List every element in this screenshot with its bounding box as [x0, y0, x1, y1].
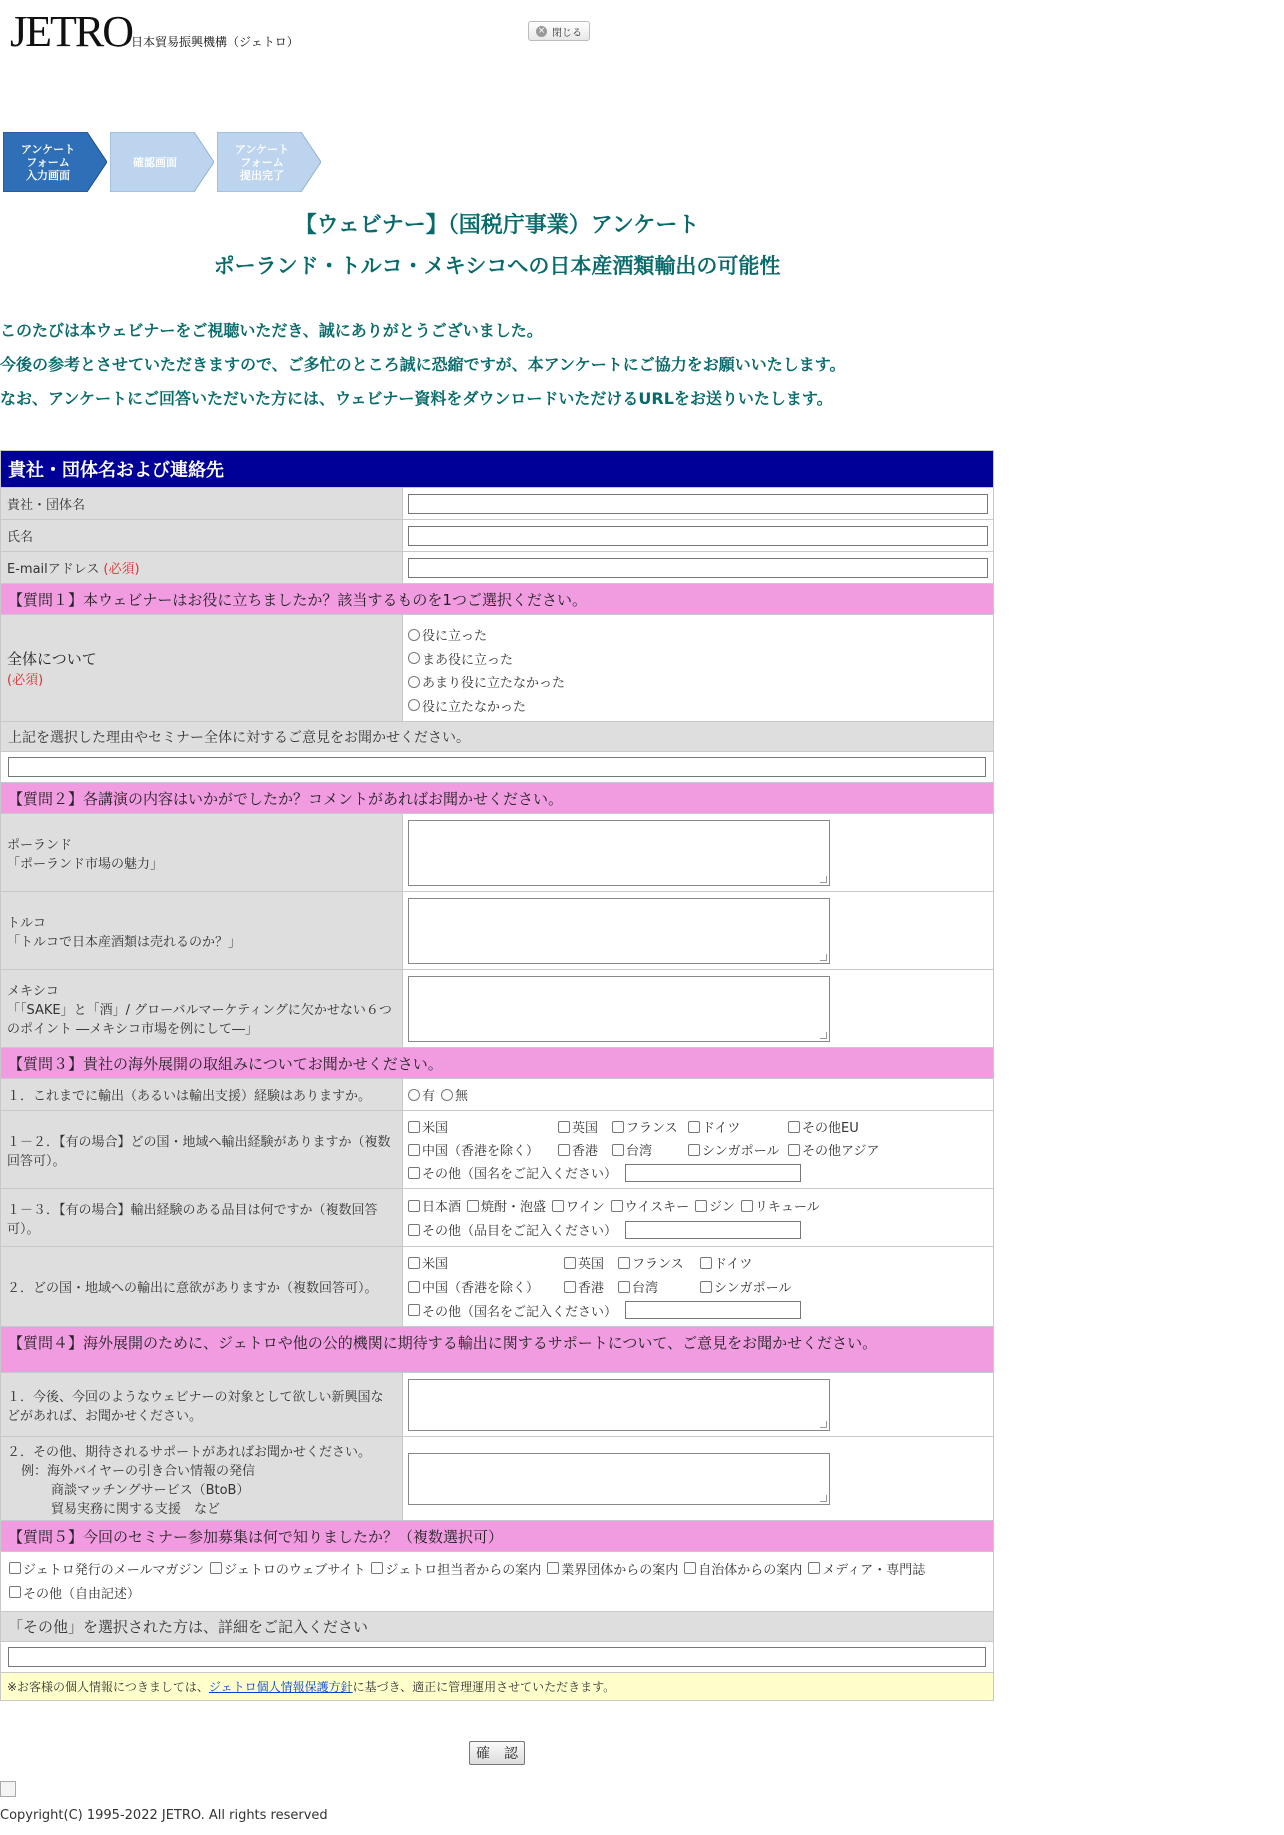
q3-1-row — [1, 1078, 993, 1110]
q1-row — [1, 614, 993, 721]
q2-row-mexico — [1, 969, 993, 1047]
q3-12-option[interactable]: 香港 — [558, 1140, 606, 1159]
q1-reason-input[interactable] — [8, 757, 986, 777]
radio-button[interactable] — [408, 676, 420, 688]
checkbox[interactable] — [408, 1167, 420, 1179]
q2-topic: 「ポーランド市場の魅力」 — [7, 856, 164, 872]
q2-topic: 「トルコで日本産酒類は売れるのか？」 — [7, 934, 242, 950]
q3-2-option-other[interactable]: その他（国名をご記入ください） — [408, 1301, 617, 1320]
checkbox[interactable] — [9, 1586, 21, 1598]
q5-option[interactable]: ジェトロのウェブサイト — [210, 1559, 365, 1578]
company-row — [1, 487, 993, 519]
q4-2-row — [1, 1436, 993, 1520]
q1-reason-label: 上記を選択した理由やセミナー全体に対するご意見をお聞かせください。 — [1, 721, 993, 751]
q4-heading: 【質問４】海外展開のために、ジェトロや他の公的機関に期待する輸出に関するサポートについて、ご意見をお聞かせください。 — [1, 1326, 993, 1372]
q1-label: 全体について — [7, 650, 97, 668]
q2-country: メキシコ — [7, 984, 59, 999]
q3-12-row — [1, 1110, 993, 1188]
q4-2-example: 例：海外バイヤーの引き合い情報の発信 — [21, 1463, 256, 1479]
privacy-policy-link[interactable]: ジェトロ個人情報保護方針 — [208, 1680, 353, 1694]
q3-2-option[interactable]: 香港 — [564, 1277, 612, 1296]
q3-12-other-input[interactable] — [625, 1164, 801, 1182]
page-subtitle: ポーランド・トルコ・メキシコへの日本産酒類輸出の可能性 — [213, 254, 781, 278]
checkbox[interactable] — [9, 1562, 21, 1574]
checkbox[interactable] — [611, 1200, 623, 1212]
q3-13-option[interactable]: 日本酒 — [408, 1196, 461, 1215]
checkbox[interactable] — [695, 1200, 707, 1212]
q2-country: ポーランド — [7, 837, 73, 853]
checkbox[interactable] — [408, 1224, 420, 1236]
checkbox[interactable] — [408, 1121, 420, 1133]
q4-2-example: 貿易実務に関する支援 など — [51, 1501, 221, 1517]
q3-13-row — [1, 1188, 993, 1246]
q4-2-example: 商談マッチングサービス（BtoB） — [51, 1482, 250, 1498]
poland-comment-textarea[interactable] — [408, 820, 830, 886]
q3-2-option[interactable]: ドイツ — [700, 1253, 752, 1272]
q3-2-option[interactable]: 米国 — [408, 1253, 558, 1272]
checkbox[interactable] — [408, 1304, 420, 1316]
checkbox[interactable] — [547, 1562, 559, 1574]
jetro-logo: JETRO — [10, 7, 132, 56]
checkbox[interactable] — [558, 1144, 570, 1156]
q3-1-option[interactable]: 有 — [408, 1085, 435, 1104]
q1-option[interactable]: まあ役に立った — [408, 647, 982, 671]
q3-13-option[interactable]: ワイン — [552, 1196, 605, 1215]
q3-2-option[interactable]: シンガポール — [700, 1277, 791, 1296]
radio-button[interactable] — [408, 652, 420, 664]
q5-option[interactable]: ジェトロ担当者からの案内 — [371, 1559, 541, 1578]
radio-button[interactable] — [408, 1089, 420, 1101]
q3-13-other-input[interactable] — [625, 1221, 801, 1239]
q3-12-label: １－２．【有の場合】どの国・地域へ輸出経験がありますか（複数回答可）。 — [1, 1111, 403, 1188]
q3-13-option[interactable]: ウイスキー — [611, 1196, 689, 1215]
checkbox[interactable] — [741, 1200, 753, 1212]
progress-steps — [3, 132, 323, 192]
required-mark: (必須) — [103, 562, 140, 577]
checkbox[interactable] — [558, 1121, 570, 1133]
intro-text: なお、アンケートにご回答いただいた方には、ウェビナー資料をダウンロードいただけるURLをお送りいたします。 — [0, 389, 833, 408]
q3-2-label: ２．どの国・地域への輸出に意欲がありますか（複数回答可）。 — [1, 1247, 403, 1326]
footer-image — [0, 1781, 16, 1797]
q3-12-option[interactable]: その他EU — [788, 1117, 859, 1136]
q3-2-option[interactable]: フランス — [618, 1253, 694, 1272]
checkbox[interactable] — [684, 1562, 696, 1574]
q1-option[interactable]: あまり役に立たなかった — [408, 670, 982, 694]
step-label: 確認画面 — [133, 155, 177, 169]
close-button[interactable] — [528, 21, 590, 41]
company-label: 貴社・団体名 — [1, 488, 403, 519]
q3-2-option[interactable]: 中国（香港を除く） — [408, 1277, 558, 1296]
q3-12-option[interactable]: 米国 — [408, 1117, 552, 1136]
q3-12-option[interactable]: 英国 — [558, 1117, 606, 1136]
q1-heading: 【質問１】本ウェビナーはお役に立ちましたか？該当するものを1つご選択ください。 — [1, 583, 993, 614]
email-label: E-mailアドレス — [7, 562, 100, 577]
q3-12-option-other[interactable]: その他（国名をご記入ください） — [408, 1163, 617, 1182]
q4-2-textarea[interactable] — [408, 1453, 830, 1505]
q3-13-option[interactable]: 焼酎・泡盛 — [467, 1196, 546, 1215]
checkbox[interactable] — [788, 1121, 800, 1133]
q4-2-label: ２．その他、期待されるサポートがあればお聞かせください。 — [7, 1444, 372, 1460]
checkbox[interactable] — [688, 1121, 700, 1133]
q4-1-textarea[interactable] — [408, 1379, 830, 1431]
survey-form — [0, 450, 994, 1701]
copyright: Copyright(C) 1995-2022 JETRO. All rights reserved — [0, 1808, 328, 1823]
step-label: アンケート フォーム 入力画面 — [20, 142, 76, 182]
checkbox[interactable] — [564, 1257, 576, 1269]
q5-option[interactable]: 自治体からの案内 — [684, 1559, 802, 1578]
privacy-notice: ※お客様の個人情報につきましては、 ジェトロ個人情報保護方針 に基づき、適正に管理運用させていただきます。 — [1, 1672, 993, 1700]
q1-option[interactable]: 役に立った — [408, 623, 982, 647]
checkbox[interactable] — [788, 1144, 800, 1156]
turkey-comment-textarea[interactable] — [408, 898, 830, 964]
checkbox[interactable] — [612, 1121, 624, 1133]
q3-2-option[interactable]: 台湾 — [618, 1277, 694, 1296]
step-input — [3, 132, 107, 192]
checkbox[interactable] — [408, 1144, 420, 1156]
checkbox[interactable] — [371, 1562, 383, 1574]
checkbox[interactable] — [408, 1281, 420, 1293]
name-input[interactable] — [408, 526, 988, 546]
q2-topic: 「「SAKE」と「酒」/ グローバルマーケティングに欠かせない６つのポイント ―メキシコ市場を例にして―」 — [7, 1003, 392, 1037]
org-name: 日本貿易振興機構（ジェトロ） — [131, 35, 299, 49]
q2-row-turkey — [1, 891, 993, 969]
q5-option[interactable]: ジェトロ発行のメールマガジン — [9, 1559, 204, 1578]
radio-button[interactable] — [408, 629, 420, 641]
checkbox[interactable] — [564, 1281, 576, 1293]
checkbox[interactable] — [408, 1257, 420, 1269]
intro-text: 今後の参考とさせていただきますので、ご多忙のところ誠に恐縮ですが、本アンケートにご協力をお願いいたします。 — [0, 355, 846, 374]
q3-2-other-input[interactable] — [625, 1301, 801, 1319]
q3-12-option[interactable]: ドイツ — [688, 1117, 782, 1136]
q5-option-other[interactable]: その他（自由記述） — [9, 1583, 140, 1602]
q3-12-option[interactable]: シンガポール — [688, 1140, 782, 1159]
email-input[interactable] — [408, 558, 988, 578]
q2-row-poland — [1, 813, 993, 891]
checkbox[interactable] — [210, 1562, 222, 1574]
name-label: 氏名 — [1, 520, 403, 551]
q5-heading: 【質問５】今回のセミナー参加募集は何で知りましたか？（複数選択可） — [1, 1520, 993, 1551]
q3-2-row — [1, 1246, 993, 1326]
checkbox[interactable] — [808, 1562, 820, 1574]
name-row — [1, 519, 993, 551]
close-icon: × — [537, 25, 546, 36]
q3-13-option[interactable]: リキュール — [741, 1196, 820, 1215]
q3-2-option[interactable]: 英国 — [564, 1253, 612, 1272]
page-title: 【ウェビナー】（国税庁事業）アンケート — [294, 213, 700, 238]
checkbox[interactable] — [688, 1144, 700, 1156]
checkbox[interactable] — [612, 1144, 624, 1156]
q3-13-option-other[interactable]: その他（品目をご記入ください） — [408, 1220, 617, 1239]
q1-option[interactable]: 役に立たなかった — [408, 694, 982, 718]
q3-12-option[interactable]: 中国（香港を除く） — [408, 1140, 552, 1159]
q5-option[interactable]: メディア・専門誌 — [808, 1559, 925, 1578]
radio-button[interactable] — [441, 1089, 453, 1101]
q2-heading: 【質問２】各講演の内容はいかがでしたか？コメントがあればお聞かせください。 — [1, 782, 993, 813]
q5-options — [1, 1551, 993, 1611]
q3-12-option[interactable]: その他アジア — [788, 1140, 879, 1159]
q3-1-label: １．これまでに輸出（あるいは輸出支援）経験はありますか。 — [1, 1079, 403, 1110]
company-input[interactable] — [408, 494, 988, 514]
checkbox[interactable] — [552, 1200, 564, 1212]
checkbox[interactable] — [408, 1200, 420, 1212]
q5-other-input[interactable] — [8, 1647, 986, 1667]
checkbox[interactable] — [700, 1281, 712, 1293]
q4-1-row — [1, 1372, 993, 1436]
checkbox[interactable] — [618, 1281, 630, 1293]
checkbox[interactable] — [700, 1257, 712, 1269]
contact-heading: 貴社・団体名および連絡先 — [1, 451, 993, 487]
q3-heading: 【質問３】貴社の海外展開の取組みについてお聞かせください。 — [1, 1047, 993, 1078]
step-label: アンケート フォーム 提出完了 — [234, 142, 290, 182]
q3-12-option[interactable]: 台湾 — [612, 1140, 682, 1159]
intro-text: このたびは本ウェビナーをご視聴いただき、誠にありがとうございました。 — [0, 321, 543, 340]
q3-13-label: １－３．【有の場合】輸出経験のある品目は何ですか（複数回答可）。 — [1, 1189, 403, 1246]
checkbox[interactable] — [467, 1200, 479, 1212]
header — [0, 0, 1284, 70]
q3-1-option[interactable]: 無 — [441, 1085, 468, 1104]
mexico-comment-textarea[interactable] — [408, 976, 830, 1042]
q3-13-option[interactable]: ジン — [695, 1196, 735, 1215]
confirm-button[interactable]: 確 認 — [469, 1741, 525, 1765]
q4-1-label: １．今後、今回のようなウェビナーの対象として欲しい新興国などがあれば、お聞かせください。 — [1, 1373, 403, 1436]
q2-country: トルコ — [7, 915, 47, 931]
email-row — [1, 551, 993, 583]
q5-option[interactable]: 業界団体からの案内 — [547, 1559, 678, 1578]
step-complete — [217, 132, 321, 192]
q5-other-label: 「その他」を選択された方は、詳細をご記入ください — [1, 1611, 993, 1641]
q3-12-option[interactable]: フランス — [612, 1117, 682, 1136]
checkbox[interactable] — [618, 1257, 630, 1269]
step-confirm — [110, 132, 214, 192]
close-label: 閉じる — [552, 27, 582, 39]
radio-button[interactable] — [408, 699, 420, 711]
required-mark: (必須) — [7, 673, 44, 688]
